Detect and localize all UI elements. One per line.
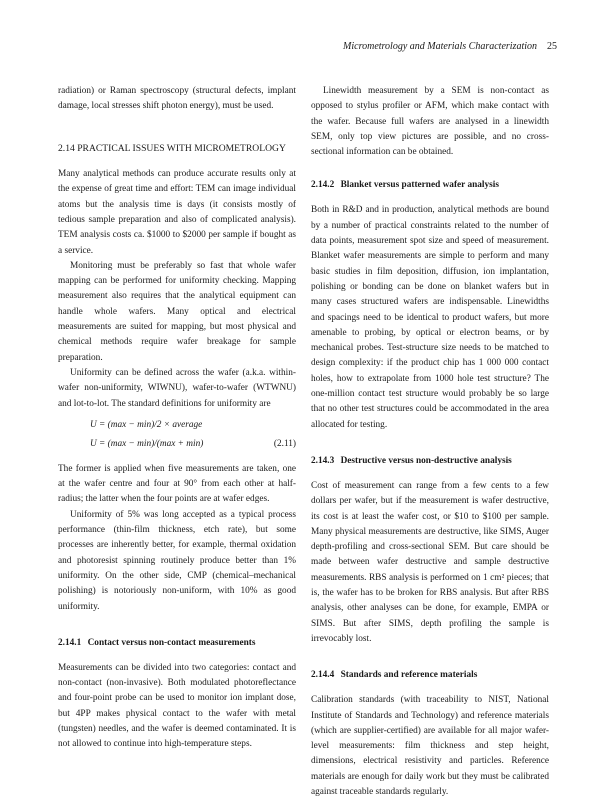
subsection-title: Destructive versus non-destructive analysis — [340, 455, 512, 466]
subsection-number: 2.14.1 — [58, 637, 82, 648]
paragraph: Cost of measurement can range from a few cents to a few dollars per wafer, but if the measurement is wafer destructive, its cost is at least the wafer cost, or $10 to $100 per sample. Many physical measurements are destructive, like SIMS, Auger depth-profiling and cross-sectional SEM. But care should be made between wafer destructive and sample destructive measurements. RBS analysis is performed on 1 cm² pieces; that is, the wafer has to be broken for RBS analysis. But after RBS analysis, other analyses can be done, for example, EMPA or SIMS. But after SIMS, depth profiling the sample is irrevocably lost. — [311, 480, 549, 644]
paragraph: The former is applied when five measurements are taken, one at the wafer centre and four at 90° from each other at half-radius; the latter when the four points are at wafer edges. — [58, 463, 296, 505]
right-column — [311, 84, 549, 800]
subsection-number: 2.14.4 — [311, 670, 335, 681]
running-title: Micrometrology and Materials Characterization — [343, 41, 537, 52]
equation-number: (2.11) — [273, 438, 296, 449]
equation-expression: U = (max − min)/(max + min) — [90, 438, 204, 449]
subsection-title: Contact versus non-contact measurements — [87, 637, 256, 648]
equation-expression: U = (max − min)/2 × average — [90, 419, 203, 430]
left-column — [58, 84, 296, 753]
paragraph: Many analytical methods can produce accurate results only at the expense of great time and effort: TEM can image individual atoms but the analysis time is days (it consists mostly of tedious sample preparation and also of complicated analysis). TEM analysis costs ca. $1000 to $2000 per sample if bought as a service. — [58, 169, 296, 256]
paragraph: Linewidth measurement by a SEM is non-contact as opposed to stylus profiler or AFM, which make contact with the wafer. Because full wafers are analysed in a linewidth SEM, only top view pictures are possible, and no cross-sectional information can be obtained. — [311, 86, 549, 158]
paragraph: Calibration standards (with traceability to NIST, National Institute of Standards and Technology) and reference materials (which are supplier-certified) are available for all major wafer-level measurements: film thickness and step height, dimensions, electrical resistivity and particles. Reference materials are enough for daily work but they must be calibrated against traceable standards regularly. — [311, 695, 549, 797]
running-header — [343, 41, 557, 52]
paragraph: Uniformity of 5% was long accepted as a typical process performance (thin-film thickness, etch rate), but some processes are inherently better, for example, thermal oxidation and photoresist spinning routinely produce better than 1% uniformity. On the other side, CMP (chemical–mechanical polishing) is notoriously non-uniform, with 10% as good uniformity. — [58, 509, 296, 612]
paragraph: Both in R&D and in production, analytical methods are bound by a number of practical constraints related to the number of data points, measurement spot size and speed of measurement. Blanket wafer measurements are simple to perform and many basic studies in film deposition, diffusion, ion implantation, polishing or bonding can be done on blanket wafers but in many cases structured wafers are indispensable. Linewidths and spacings need to be identical to product wafers, but more amenable to probing, by optical or electron beams, or by mechanical probes. Test-structure size needs to be matched to design complexity: if the product chip has 1 000 000 contact holes, how to extrapolate from 1000 hole test structure? The one-million contact test structure would probably be so large that no other test structures could be accommodated in the area allocated for testing. — [311, 205, 549, 430]
paragraph: Measurements can be divided into two categories: contact and non-contact (non-invasive). Both modulated photoreflectance and four-point probe can be used to monitor ion implant dose, but 4PP makes physical contact to the wafer with metal (tungsten) needles, and the wafer is deemed contaminated. It is not allowed to continue into high-temperature steps. — [58, 662, 296, 750]
subsection-number: 2.14.2 — [311, 180, 335, 191]
paragraph: Uniformity can be defined across the wafer (a.k.a. within-wafer non-uniformity, WIWNU), wafer-to-wafer (WTWNU) and lot-to-lot. The standard definitions for uniformity are — [58, 367, 296, 409]
equation-1 — [58, 416, 296, 435]
subsection-heading — [311, 178, 549, 192]
section-title: PRACTICAL ISSUES WITH MICROMETROLOGY — [77, 142, 286, 154]
equation-2 — [58, 435, 296, 454]
subsection-title: Blanket versus patterned wafer analysis — [340, 180, 499, 191]
subsection-heading — [58, 636, 296, 650]
subsection-number: 2.14.3 — [311, 455, 335, 466]
subsection-heading — [311, 454, 549, 468]
subsection-heading — [311, 668, 549, 682]
page-number: 25 — [547, 41, 557, 52]
subsection-title: Standards and reference materials — [340, 670, 478, 681]
paragraph: radiation) or Raman spectroscopy (structural defects, implant damage, local stresses shift photon energy), must be used. — [58, 86, 296, 112]
paragraph: Monitoring must be preferably so fast that whole wafer mapping can be performed for uniformity checking. Mapping measurement also requires that the analytical equipment can handle whole wafers. Many optical and electrical measurements are suited for mapping, but most physical and chemical methods require wafer breakage for sample preparation. — [58, 260, 296, 363]
section-number: 2.14 — [58, 142, 75, 154]
section-heading — [58, 142, 296, 157]
